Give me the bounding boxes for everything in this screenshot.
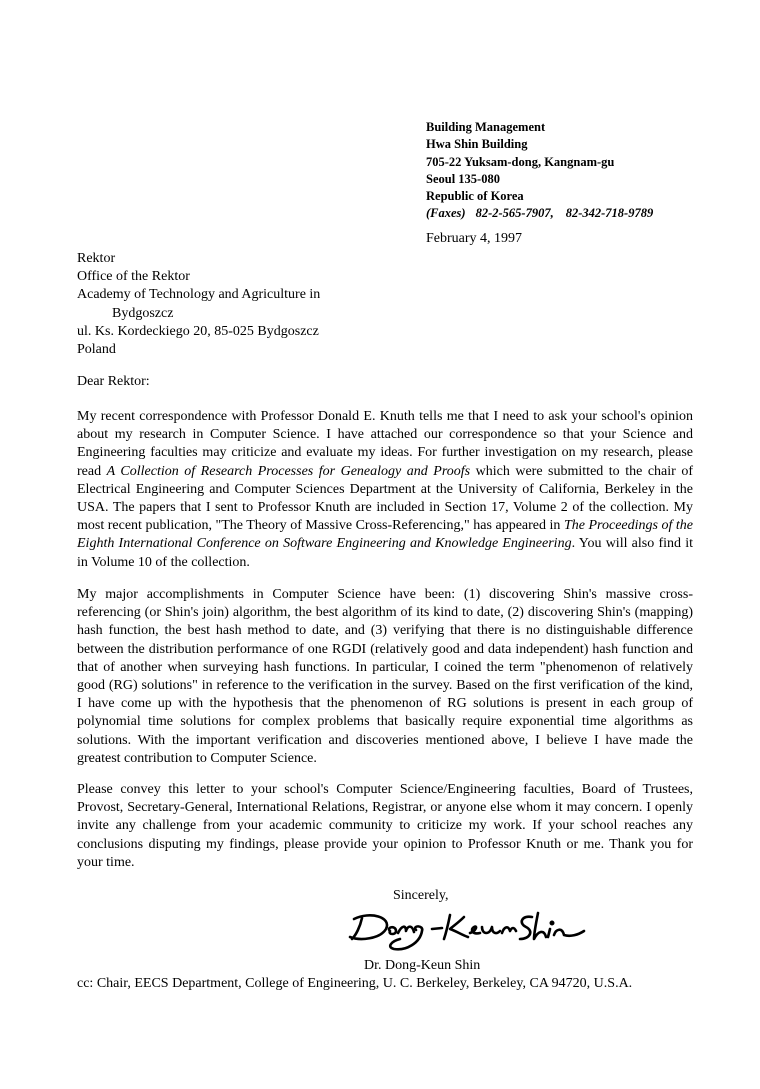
sender-line-3: 705-22 Yuksam-dong, Kangnam-gu bbox=[426, 154, 615, 169]
recipient-line-3: Academy of Technology and Agriculture in bbox=[77, 287, 321, 303]
sender-line-4: Seoul 135-080 bbox=[426, 171, 500, 186]
sender-line-2: Hwa Shin Building bbox=[426, 137, 528, 152]
recipient-line-4: Bydgoszcz bbox=[112, 305, 174, 321]
sender-address-block bbox=[426, 119, 746, 223]
recipient-line-5: ul. Ks. Kordeckiego 20, 85-025 Bydgoszcz bbox=[77, 323, 319, 339]
closing: Sincerely, bbox=[393, 888, 449, 903]
fax-number-1: 82-2-565-7907, bbox=[475, 206, 554, 221]
letter-date: February 4, 1997 bbox=[426, 231, 523, 246]
body-paragraph-2: My major accomplishments in Computer Science have been: (1) discovering Shin's massive cross-referencing (or Shin's join) algorithm, the best algorithm of its kind to date, (2) discovering Shin's (mapping) hash function, the best hash method to date, and (3) verifying that there is no distinguishable difference between the distribution performance of one RGDI (relatively good and data independent) hash function and that of another when surveying hash functions. In particular, I coined the term "phenomenon of relatively good (RG) solutions" in reference to the verification in the survey. Based on the first verification of the kind, I have come up with the hypothesis that the phenomenon of RG solutions is present in each group of polynomial time solutions for complex problems that basically require exponential time algorithms as solutions. With the important verification and discoveries mentioned above, I believe I have made the greatest contribution to Computer Science. bbox=[77, 587, 693, 766]
body-paragraph-3: Please convey this letter to your school's Computer Science/Engineering faculties, Board of Trustees, Provost, Secretary-General, International Relations, Registrar, or anyone else whom it may concern. I openly invite any challenge from your academic community to criticize my work. If your school reaches any conclusions disputing my findings, please provide your opinion to Professor Knuth or me. Thank you for your time. bbox=[77, 782, 693, 870]
sender-line-1: Building Management bbox=[426, 120, 546, 134]
sender-fax-line bbox=[426, 205, 746, 222]
recipient-line-1: Rektor bbox=[77, 251, 116, 266]
recipient-line-2: Office of the Rektor bbox=[77, 269, 190, 285]
recipient-line-6: Poland bbox=[77, 342, 116, 358]
recipient-address-block bbox=[77, 250, 320, 359]
signer-name: Dr. Dong-Keun Shin bbox=[364, 958, 481, 973]
paragraph-1-text-a: My recent correspondence with Professor Donald E. Knuth tells me that I need to ask your school's opinion about my research in Computer Science. I have attached our correspondence so that your Science and Engineering faculties may criticize and evaluate my ideas. For further investigation on my research, please read bbox=[77, 409, 693, 479]
paragraph-1-proceedings-title: The Proceedings of the Eighth International Conference on Software Engineering and Knowledge Engineering bbox=[77, 518, 694, 552]
fax-label: (Faxes) bbox=[426, 206, 466, 221]
paragraph-1-book-title: A Collection of Research Processes for Genealogy and Proofs bbox=[106, 463, 471, 479]
fax-number-2: 82-342-718-9789 bbox=[565, 206, 654, 221]
handwritten-signature bbox=[340, 905, 590, 957]
paragraph-1-text-b: which were submitted to the chair of Electrical Engineering and Computer Sciences Department at the University of California, Berkeley in the USA. The papers that I sent to Professor Knuth are included in Section 17, Volume 2 of the collection. My most recent publication, "The Theory of Massive Cross-Referencing," has appeared in bbox=[77, 463, 693, 534]
body-paragraph-1 bbox=[77, 408, 693, 572]
sender-line-5: Republic of Korea bbox=[426, 189, 524, 204]
carbon-copy-line: cc: Chair, EECS Department, College of Engineering, U. C. Berkeley, Berkeley, CA 94720, U.S.A. bbox=[77, 976, 633, 991]
paragraph-1-text-c: . You will also find it in Volume 10 of the collection. bbox=[77, 536, 693, 570]
salutation: Dear Rektor: bbox=[77, 374, 150, 389]
